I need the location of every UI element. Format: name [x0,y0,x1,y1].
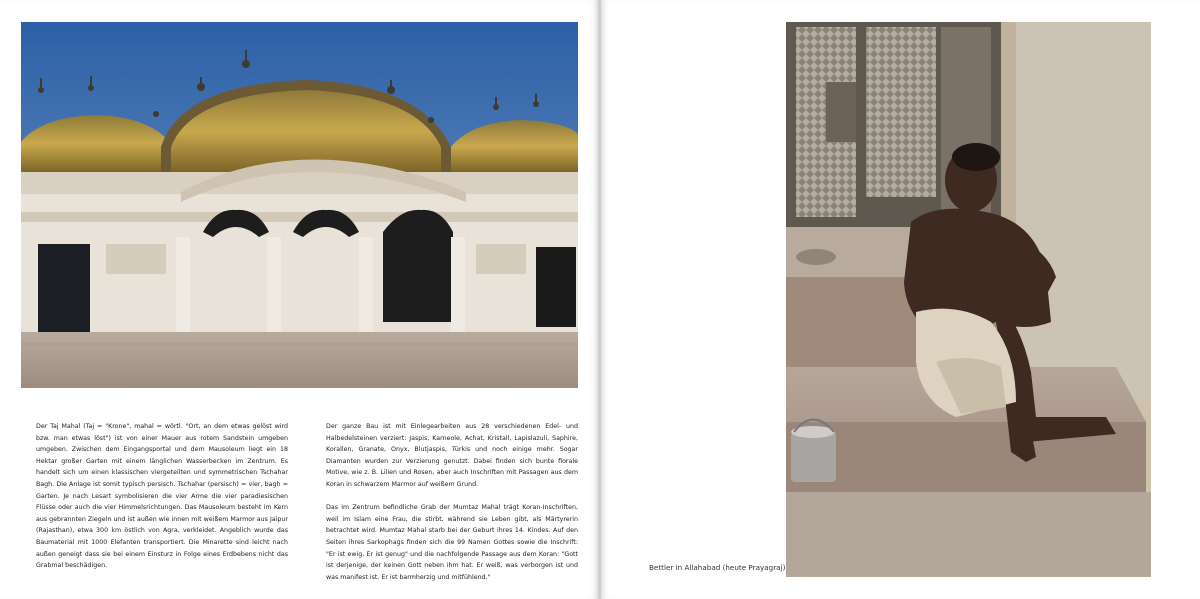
red-fort-illustration [21,22,578,388]
text-column-left [36,421,288,572]
left-page [0,0,598,599]
red-fort-photo [21,22,578,388]
text-column-right [326,421,578,583]
body-paragraph: Das im Zentrum befindliche Grab der Mumtaz Mahal trägt Koran-Inschriften, weil im Islam eine Frau, die stirbt, während sie Leben gibt, als Märtyrerin betrachtet wird. Mumtaz Mahal starb bei der Geburt ihres 14. Kindes. Auf den Seiten ihres Sarkophags finden sich die 99 Namen Gottes sowie die Inschrift: "Er ist ewig. Er ist genug" und die nachfolgende Passage aus dem Koran: "Gott ist derjenige, der keinen Gott neben ihm hat. Er weiß, was verborgen ist und was manifest ist. Er ist barmherzig und mitfühlend." [326,504,578,581]
beggar-photo [786,22,1151,577]
photo-caption-beggar: Bettler in Allahabad (heute Prayagraj) [649,563,786,572]
body-paragraph: Der ganze Bau ist mit Einlegearbeiten aus 28 verschiedenen Edel- und Halbedelsteinen verziert: Jaspis, Karneole, Achat, Kristall, Lapislazuli, Saphire, Korallen, Granate, Onyx, Blutjaspis, Türkis und noch einige mehr. Sogar Diamanten wurden zur Verzierung genutzt. Dabei finden sich bunte florale Motive, wie z. B. Lilien und Rosen, aber auch Inschriften mit Passagen aus dem Koran in schwarzem Marmor auf weißem Grund. [326,423,578,488]
body-paragraph: Der Taj Mahal (Taj = "Krone", mahal = wörtl. "Ort, an dem etwas gelöst wird bzw. man etwas löst") ist von einer Mauer aus rotem Sandstein umgeben umgeben. Zwischen dem Eingangsportal und dem Mausoleum liegt ein 18 Hektar großer Garten mit einem länglichen Wasserbecken im Zentrum. Es handelt sich um einen klassischen viergeteilten und symmetrischen Tschahar Bagh. Die Anlage ist somit typisch persisch. Tschahar (persisch) = vier, bagh = Garten. Je nach Lesart symbolisieren die vier Arme die vier paradiesischen Flüsse oder auch die vier Himmelsrichtungen. Das Mausoleum besteht im Kern aus gebrannten Ziegeln und ist außen wie innen mit weißem Marmor aus Jaipur (Rajasthan), etwa 300 km östlich von Agra, verkleidet. Angeblich wurde das Baumaterial mit 1000 Elefanten transportiert. Die Minarette sind leicht nach außen geneigt dass sie bei einem Einsturz in Folge eines Erdbebens nicht das Grabmal beschädigen. [36,423,288,570]
beggar-illustration [786,22,1151,577]
